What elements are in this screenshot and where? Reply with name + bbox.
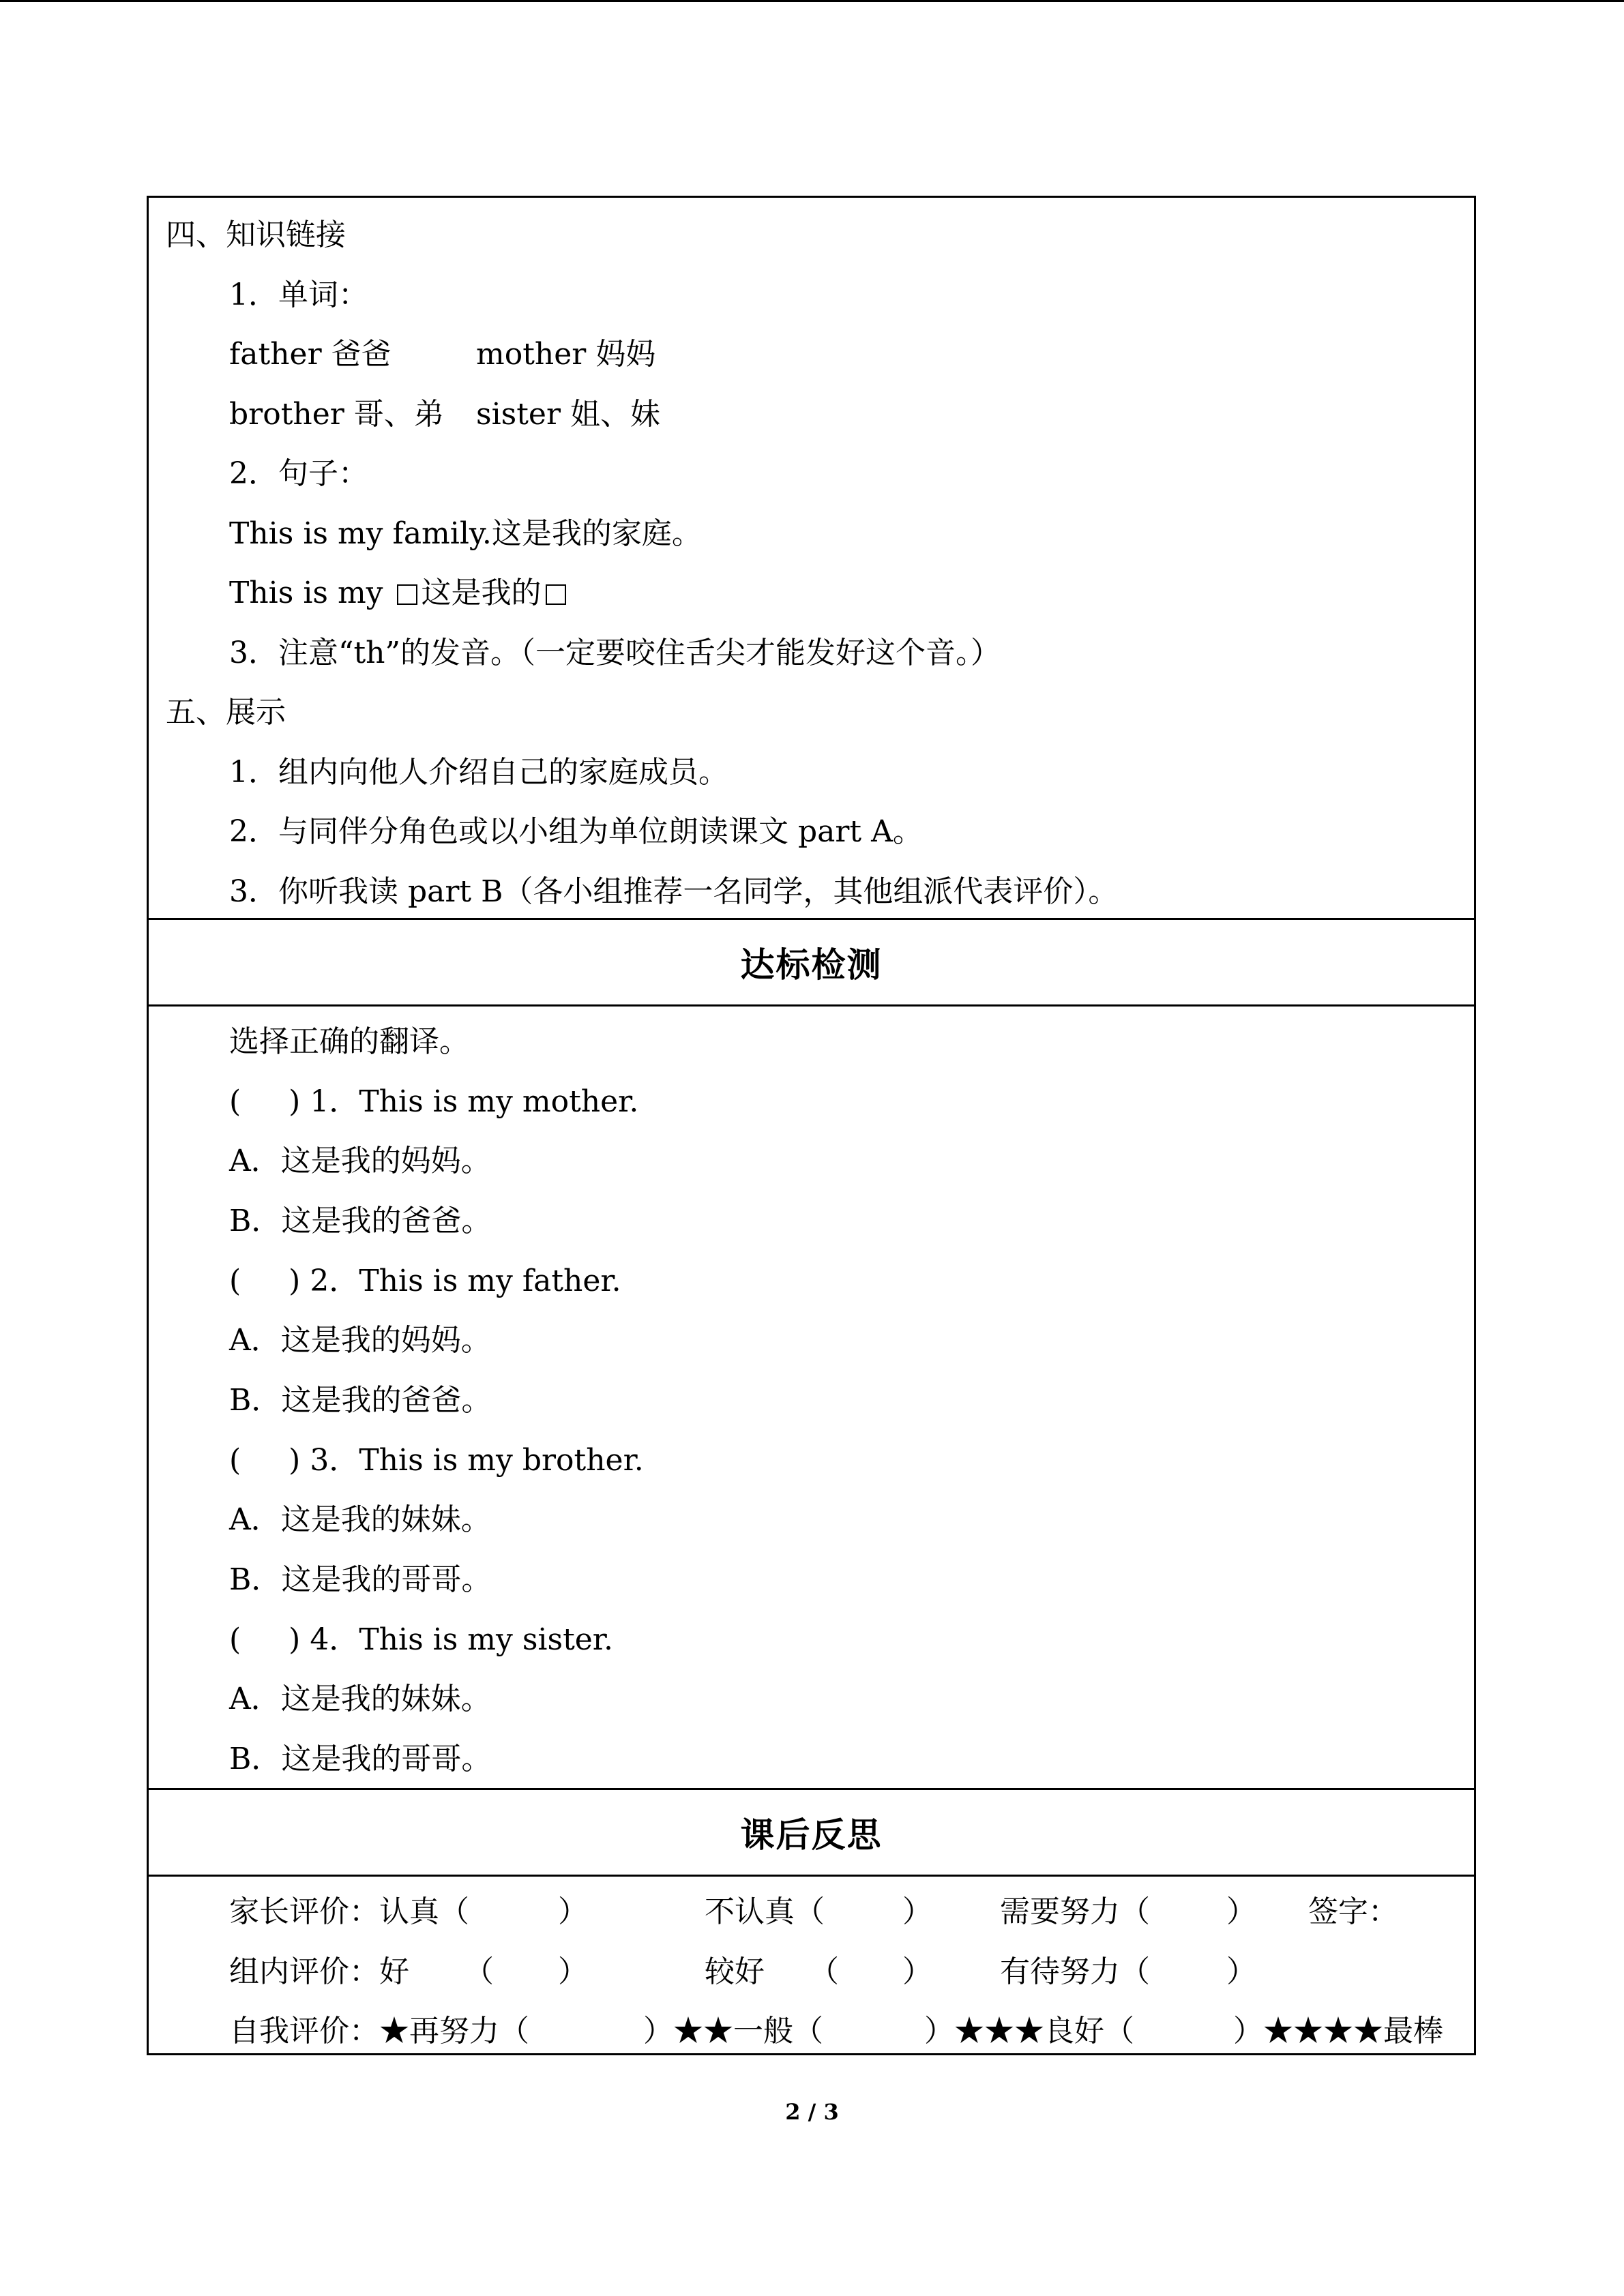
reflection-section — [149, 1877, 1474, 2053]
self-eval-option: ）★★★良好（ — [924, 2014, 1134, 2048]
question-stem: ( ) 4．This is my sister. — [229, 1622, 613, 1657]
word-en: sister — [476, 397, 561, 432]
option-a: A．这是我的妹妹。 — [229, 1502, 491, 1537]
group-eval-label: 组内评价：好 — [229, 1954, 409, 1989]
self-eval-option: ）★★★★最棒 — [1233, 2014, 1443, 2048]
word-en: mother — [476, 337, 587, 372]
words-item-label: 1．单词： — [229, 278, 368, 312]
knowledge-section — [149, 198, 1474, 920]
test-section — [149, 1007, 1474, 1790]
parent-eval-label: 家长评价：认真（ — [229, 1894, 469, 1929]
group-eval-option: 较好 — [705, 1954, 765, 1989]
paren-close: ） — [558, 1954, 588, 1989]
word-zh: 哥、弟 — [353, 397, 444, 432]
paren-close: ） — [1226, 1954, 1256, 1989]
option-b: B．这是我的爸爸。 — [229, 1204, 492, 1238]
option-a: A．这是我的妈妈。 — [229, 1144, 491, 1178]
paren-close: ） — [902, 1894, 932, 1929]
reflection-title: 课后反思 — [740, 1815, 883, 1855]
word-zh: 爸爸 — [331, 337, 392, 372]
show-item: 2．与同伴分角色或以小组为单位朗读课文 part A。 — [229, 814, 923, 849]
parent-eval-option: 不认真（ — [705, 1894, 825, 1929]
word-zh: 妈妈 — [595, 337, 656, 372]
pronunciation-note: 3．注意“th”的发音。（一定要咬住舌尖才能发好这个音。） — [229, 636, 1001, 670]
question-stem: ( ) 1．This is my mother. — [229, 1084, 639, 1119]
paren-close: ） — [1226, 1894, 1256, 1929]
option-b: B．这是我的爸爸。 — [229, 1383, 492, 1418]
paren-open: （ — [809, 1954, 839, 1989]
knowledge-heading: 四、知识链接 — [166, 218, 346, 252]
word-en: brother — [229, 397, 344, 432]
reflection-heading-row — [149, 1790, 1474, 1877]
blank-box-icon — [397, 584, 417, 605]
sentence-pattern — [229, 573, 570, 614]
paren-close: ） — [558, 1894, 588, 1929]
self-eval-label: 自我评价：★再努力（ — [229, 2014, 529, 2048]
sentence-pattern-zh: 这是我的 — [421, 576, 542, 610]
test-instruction: 选择正确的翻译。 — [229, 1024, 469, 1059]
paren-open: （ — [464, 1954, 494, 1989]
signature-label: 签字： — [1308, 1894, 1398, 1929]
group-eval-option: 有待努力（ — [1000, 1954, 1150, 1989]
show-item: 1．组内向他人介绍自己的家庭成员。 — [229, 755, 728, 790]
option-b: B．这是我的哥哥。 — [229, 1562, 492, 1597]
top-border-line — [0, 0, 1624, 2]
blank-box-icon — [546, 584, 566, 605]
show-heading: 五、展示 — [166, 695, 286, 730]
page-number: 2 / 3 — [785, 2099, 839, 2125]
question-stem: ( ) 2．This is my father. — [229, 1264, 621, 1298]
show-item: 3．你听我读 part B（各小组推荐一名同学，其他组派代表评价）。 — [229, 874, 1119, 909]
sentences-item-label: 2．句子： — [229, 456, 368, 491]
question-stem: ( ) 3．This is my brother. — [229, 1443, 644, 1478]
option-b: B．这是我的哥哥。 — [229, 1742, 492, 1776]
test-heading-row — [149, 920, 1474, 1007]
option-a: A．这是我的妈妈。 — [229, 1323, 491, 1358]
word-mother — [476, 334, 655, 375]
test-title: 达标检测 — [740, 945, 883, 985]
word-en: father — [229, 337, 322, 372]
option-a: A．这是我的妹妹。 — [229, 1682, 491, 1716]
worksheet-table — [147, 196, 1476, 2055]
self-eval-option: ）★★一般（ — [643, 2014, 823, 2048]
word-sister — [476, 394, 660, 435]
word-brother — [229, 394, 444, 435]
sentence-family: This is my family.这是我的家庭。 — [229, 516, 702, 551]
parent-eval-option: 需要努力（ — [1000, 1894, 1150, 1929]
word-father — [229, 334, 392, 375]
word-zh: 姐、妹 — [570, 397, 660, 432]
sentence-pattern-en: This is my — [229, 576, 383, 610]
paren-close: ） — [902, 1954, 932, 1989]
